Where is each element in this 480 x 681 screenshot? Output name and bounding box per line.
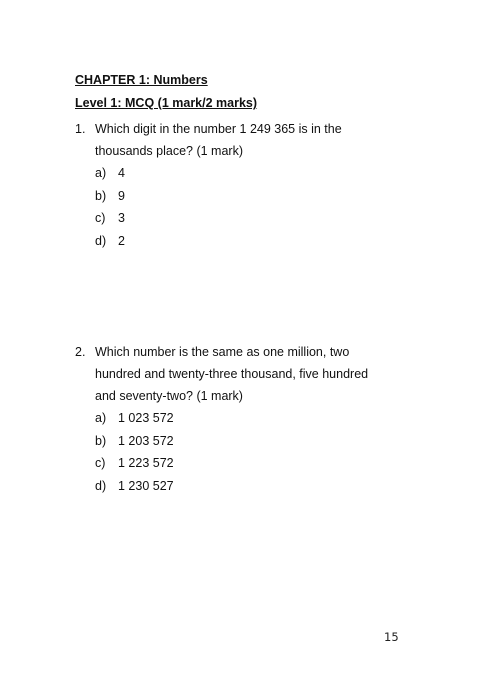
option-d — [95, 230, 395, 253]
question-number: 1. — [75, 122, 86, 136]
option-text: 1 223 572 — [118, 456, 174, 470]
question-text: Which digit in the number 1 249 365 is in the thousands place? (1 mark) — [95, 122, 342, 158]
option-text: 1 230 527 — [118, 478, 174, 493]
option-b — [95, 185, 395, 208]
chapter-title: CHAPTER 1: Numbers — [75, 73, 208, 87]
option-letter: a) — [95, 166, 107, 180]
page-number: 15 — [384, 630, 399, 644]
question-number: 2. — [75, 345, 86, 359]
option-letter: c) — [95, 211, 106, 225]
level-title: Level 1: MCQ (1 mark/2 marks) — [75, 96, 258, 110]
option-text: 9 — [118, 188, 125, 203]
question-2 — [75, 341, 395, 497]
question-1 — [75, 118, 395, 252]
option-c — [95, 207, 395, 230]
option-a — [95, 407, 395, 430]
option-letter: d) — [95, 478, 107, 493]
option-text: 1 203 572 — [118, 433, 174, 448]
option-letter: a) — [95, 411, 107, 425]
option-text: 2 — [118, 233, 125, 248]
option-b — [95, 430, 395, 453]
options-list — [95, 407, 395, 497]
option-letter: c) — [95, 456, 106, 470]
option-letter: b) — [95, 433, 107, 448]
option-letter: d) — [95, 233, 107, 248]
question-text: Which number is the same as one million, two hundred and twenty-three thousand, five hundred and seventy-two? (1 mark) — [95, 345, 369, 403]
option-letter: b) — [95, 188, 107, 203]
option-c — [95, 452, 395, 475]
options-list — [95, 162, 395, 252]
option-d — [95, 475, 395, 498]
option-text: 4 — [118, 166, 125, 180]
option-a — [95, 162, 395, 185]
option-text: 3 — [118, 211, 125, 225]
option-text: 1 023 572 — [118, 411, 174, 425]
